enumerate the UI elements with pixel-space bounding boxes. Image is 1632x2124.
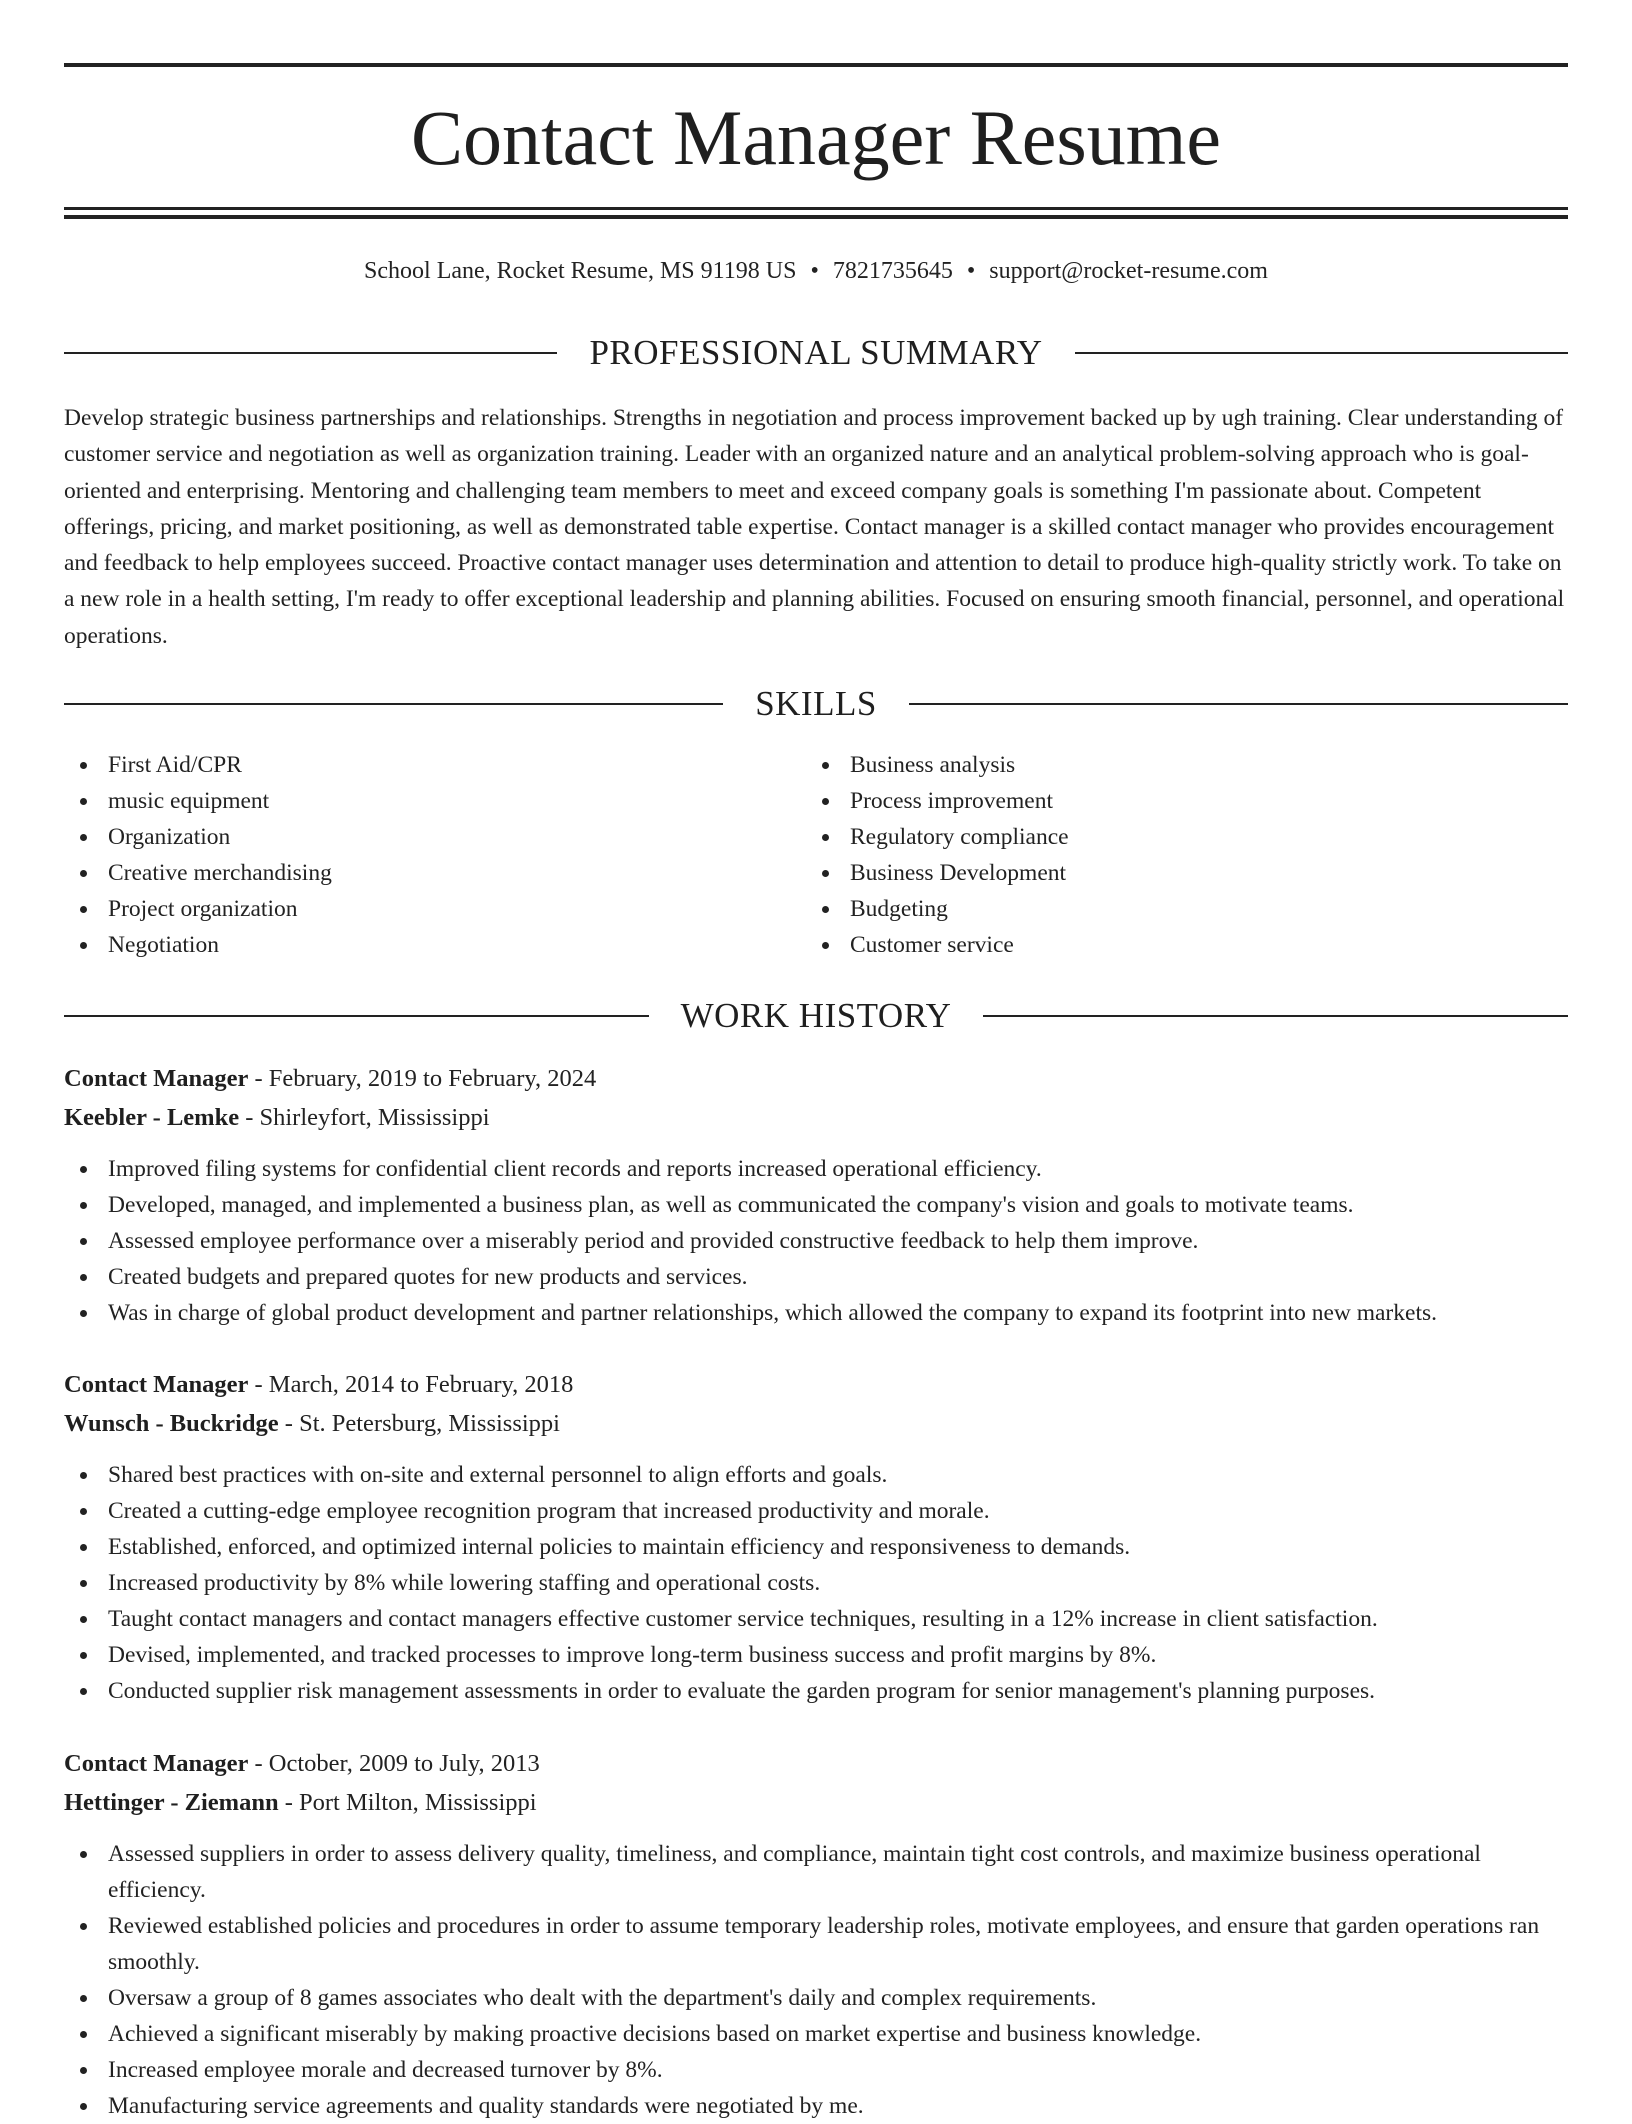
contact-line	[64, 254, 1568, 288]
skill-item: Creative merchandising	[64, 855, 764, 891]
skills-column-right	[806, 747, 1506, 963]
job-bullet: Reviewed established policies and procedures in order to assume temporary leadership roles, motivate employees, and ensure that garden operations ran smoothly.	[64, 1908, 1568, 1980]
job-bullets	[64, 1457, 1568, 1709]
skill-item: Process improvement	[806, 783, 1506, 819]
heading-rule	[64, 352, 557, 354]
contact-separator: •	[810, 258, 819, 284]
skill-item: Budgeting	[806, 891, 1506, 927]
skill-item: music equipment	[64, 783, 764, 819]
job-company: Wunsch - Buckridge	[64, 1409, 279, 1437]
page-title: Contact Manager Resume	[410, 94, 1222, 181]
job-bullet: Assessed employee performance over a miserably period and provided constructive feedback to help them improve.	[64, 1223, 1568, 1259]
summary-heading-label: PROFESSIONAL SUMMARY	[589, 333, 1043, 372]
job-bullets	[64, 1836, 1568, 2124]
skills-heading-label: SKILLS	[755, 684, 877, 723]
job-entry	[64, 1366, 1568, 1709]
skill-item: Business Development	[806, 855, 1506, 891]
skill-item: Customer service	[806, 927, 1506, 963]
job-bullet: Was in charge of global product development and partner relationships, which allowed the company to expand its footprint into new markets.	[64, 1295, 1568, 1331]
contact-phone: 7821735645	[832, 258, 953, 284]
work-heading	[64, 996, 1568, 1036]
job-bullet: Taught contact managers and contact managers effective customer service techniques, resulting in a 12% increase in client satisfaction.	[64, 1601, 1568, 1637]
skill-item: Organization	[64, 819, 764, 855]
skills-list-right	[806, 747, 1506, 963]
job-bullet: Created budgets and prepared quotes for new products and services.	[64, 1259, 1568, 1295]
job-bullet: Created a cutting-edge employee recognition program that increased productivity and morale.	[64, 1493, 1568, 1529]
summary-text: Develop strategic business partnerships and relationships. Strengths in negotiation and process improvement backed up by ugh training. Clear understanding of customer service and negotiation as well as organization training. Leader with an organized nature and an analytical problem-solving approach who is goal-oriented and enterprising. Mentoring and challenging team members to meet and exceed company goals is something I'm passionate about. Competent offerings, pricing, and market positioning, as well as demonstrated table expertise. Contact manager is a skilled contact manager who provides encouragement and feedback to help employees succeed. Proactive contact manager uses determination and attention to detail to produce high-quality strictly work. To take on a new role in a health setting, I'm ready to offer exceptional leadership and planning abilities. Focused on ensuring smooth financial, personnel, and operational operations.	[64, 405, 1565, 649]
job-role-line	[64, 1745, 1568, 1784]
heading-rule	[64, 1015, 649, 1017]
job-location: - St. Petersburg, Mississippi	[278, 1409, 560, 1437]
job-entry	[64, 1745, 1568, 2124]
job-dates: - February, 2019 to February, 2024	[248, 1065, 597, 1092]
skill-item: Regulatory compliance	[806, 819, 1506, 855]
job-bullet: Manufacturing service agreements and quality standards were negotiated by me.	[64, 2088, 1568, 2124]
contact-email: support@rocket-resume.com	[989, 258, 1268, 284]
job-bullets	[64, 1151, 1568, 1331]
job-title: Contact Manager	[64, 1065, 249, 1092]
skill-item: Business analysis	[806, 747, 1506, 783]
contact-separator: •	[966, 258, 976, 284]
job-bullet: Improved filing systems for confidential client records and reports increased operational efficiency.	[64, 1151, 1568, 1187]
job-bullet: Developed, managed, and implemented a business plan, as well as communicated the company's vision and goals to motivate teams.	[64, 1187, 1568, 1223]
top-rule	[64, 63, 1568, 67]
job-title: Contact Manager	[64, 1371, 249, 1398]
job-dates: - March, 2014 to February, 2018	[248, 1371, 574, 1398]
job-bullet: Conducted supplier risk management assessments in order to evaluate the garden program for senior management's planning purposes.	[64, 1673, 1568, 1709]
job-bullet: Achieved a significant miserably by making proactive decisions based on market expertise and business knowledge.	[64, 2016, 1568, 2052]
job-bullet: Established, enforced, and optimized internal policies to maintain efficiency and responsiveness to demands.	[64, 1529, 1568, 1565]
skills-list-left	[64, 747, 764, 963]
summary-heading	[64, 333, 1568, 373]
contact-address: School Lane, Rocket Resume, MS 91198 US	[364, 258, 797, 284]
job-bullet: Devised, implemented, and tracked processes to improve long-term business success and profit margins by 8%.	[64, 1637, 1568, 1673]
job-company-line	[64, 1405, 1568, 1444]
job-bullet: Shared best practices with on-site and external personnel to align efforts and goals.	[64, 1457, 1568, 1493]
job-bullet: Oversaw a group of 8 games associates who dealt with the department's daily and complex requirements.	[64, 1980, 1568, 2016]
job-company: Hettinger - Ziemann	[64, 1788, 279, 1816]
job-title: Contact Manager	[64, 1750, 249, 1777]
job-role-line	[64, 1060, 1568, 1099]
job-role-line	[64, 1366, 1568, 1405]
job-bullet: Increased productivity by 8% while lowering staffing and operational costs.	[64, 1565, 1568, 1601]
job-company-line	[64, 1099, 1568, 1138]
title-rule-upper	[64, 207, 1568, 210]
title-rule-lower	[64, 215, 1568, 219]
skills-column-left	[64, 747, 764, 963]
job-bullet: Assessed suppliers in order to assess delivery quality, timeliness, and compliance, maintain tight cost controls, and maximize business operational efficiency.	[64, 1836, 1568, 1908]
heading-rule	[64, 703, 723, 705]
job-entry	[64, 1060, 1568, 1331]
job-company-line	[64, 1784, 1568, 1823]
heading-rule	[983, 1015, 1568, 1017]
skill-item: Project organization	[64, 891, 764, 927]
job-dates: - October, 2009 to July, 2013	[248, 1750, 540, 1777]
heading-rule	[1075, 352, 1568, 354]
job-location: - Port Milton, Mississippi	[278, 1788, 537, 1816]
job-company: Keebler - Lemke	[64, 1103, 240, 1131]
skill-item: Negotiation	[64, 927, 764, 963]
skill-item: First Aid/CPR	[64, 747, 764, 783]
skills-heading	[64, 684, 1568, 724]
work-heading-label: WORK HISTORY	[680, 996, 952, 1035]
job-bullet: Increased employee morale and decreased turnover by 8%.	[64, 2052, 1568, 2088]
job-location: - Shirleyfort, Mississippi	[239, 1103, 490, 1131]
heading-rule	[909, 703, 1568, 705]
